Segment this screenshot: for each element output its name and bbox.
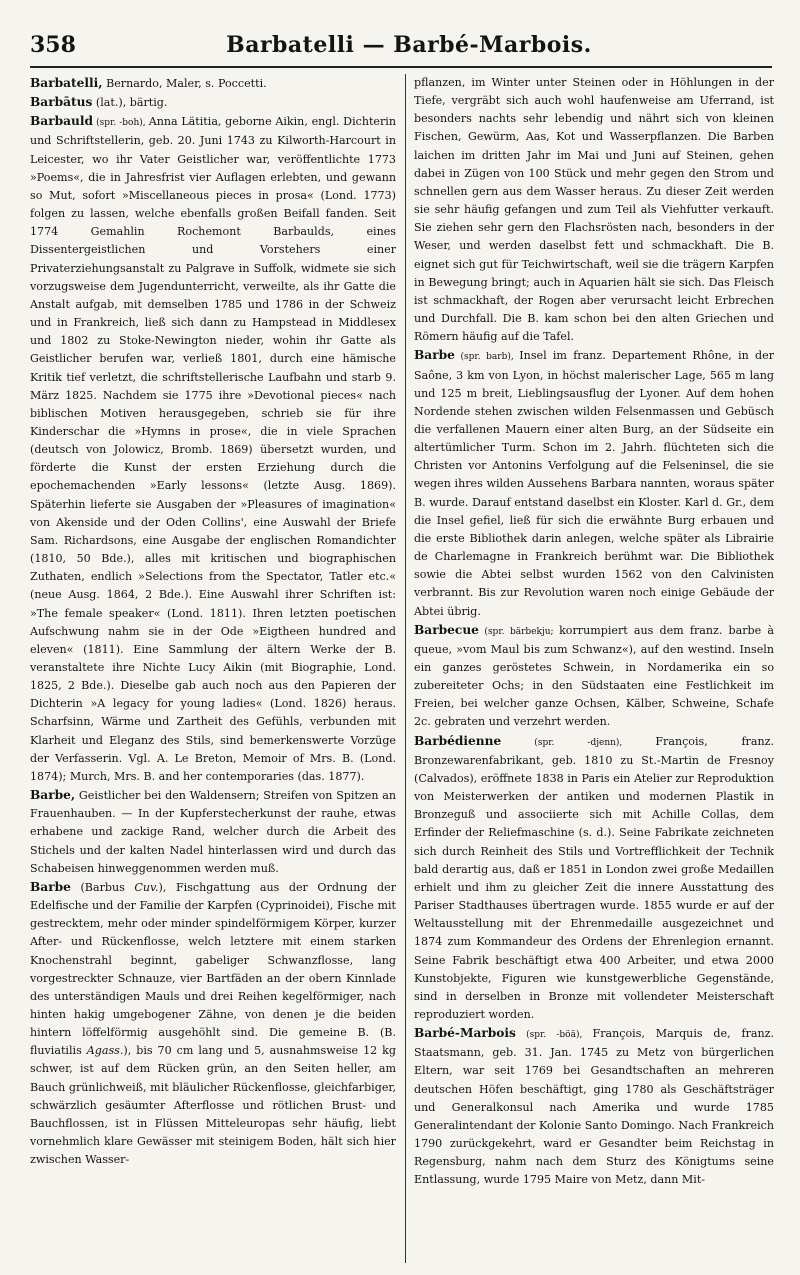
entry-barbe-marbois [414,1024,774,1189]
entry-text: pflanzen, im Winter unter Steinen oder in Höhlungen in der Tiefe, vergräbt sich auch wohl haufenweise am Uferrand, ist besonders nachts sehr lebendig und nährt sich von kleinen Fischen, Gewürm, Aas, Kot und Wasserpflanzen. Die Barben laichen im dritten Jahr im Mai und Juni auf Steinen, gehen dabei in Zügen von 100 Stück und mehr gegen den Strom und schnellen gern aus dem Wasser heraus. Zu dieser Zeit werden sie sehr häufig gefangen und zum Teil als Viehfutter verkauft. Sie ziehen sehr gern den Flachsrösten nach, besonders in der Weser, und werden daselbst fett und schmackhaft. Die B. eignet sich gut für Teichwirtschaft, weil sie die trägern Karpfen in Bewegung bringt; auch in Aquarien hält sie sich. Das Fleisch ist schmackhaft, der Rogen aber verursacht leicht Erbrechen und Durchfall. Die B. kam schon bei den alten Griechen und Römern häufig auf die Tafel. [414,76,774,344]
entry-text: François, Marquis de, franz. Staatsmann, geb. 31. Jan. 1745 zu Metz von bürgerlichen Eltern, war seit 1769 bei Gesandtschaften an mehreren deutschen Höfen beschäftigt, ging 1780 als Geschäftsträger und Generalkonsul nach Amerika und wurde 1785 Generalintendant der Kolonie Santo Domingo. Nach Frankreich 1790 zurückgekehrt, ward er Gesandter beim Reichstag in Regensburg, nahm nach dem Sturz des Königtums seine Entlassung, wurde 1795 Maire von Metz, dann Mit- [414,1027,774,1187]
author-abbrev: Cuv. [134,880,159,894]
author-abbrev: Agass. [86,1044,124,1058]
entry-barbe-continued [414,74,774,346]
headword: Barbatelli, [30,76,103,90]
header-rule [30,66,772,68]
entry-text: korrumpiert aus dem franz. barbe à queue, »vom Maul bis zum Schwanz«), auf den westind. Inseln ein ganzes geröstetes Schwein, in Nordamerika ein so zubereiteter Ochs; in den Südstaaten eine Festlichkeit im Freien, bei welcher ganze Ochsen, Kälber, Schweine, Schafe 2c. gebraten und verzehrt werden. [414,623,774,729]
entry-barbe-insel [414,346,774,620]
entry-text: Insel im franz. Departement Rhône, in der Saône, 3 km von Lyon, in höchst malerischer Lage, 565 m lang und 125 m breit, Lieblingsausflug der Lyoner. Auf dem hohen Nordende stehen zwischen wilden Felsenmassen und Gebüsch die verfallenen Mauern einer alten Burg, an der Südseite ein altertümlicher Turm. Schon im 2. Jahrh. flüchteten sich die Christen vor Antonins Verfolgung auf die Felseninsel, die sie wegen ihres wilden Aussehens Barbara nannten, woraus später B. wurde. Darauf entstand daselbst ein Kloster. Karl d. Gr., dem die Insel gefiel, ließ für sich die erwähnte Burg erbauen und die erste Bibliothek darin anlegen, welche später als Librairie de Charlemagne in Frankreich berühmt war. Die Bibliothek sowie die Abtei selbst wurden 1562 von den Calvinisten verbrannt. Bis zur Revolution waren noch einige Gebäude der Abtei übrig. [414,349,774,618]
entry-barbatus [30,93,396,112]
pronunciation: (spr. bärbekju; [478,626,560,637]
entry-text: François, franz. Bronzewarenfabrikant, geb. 1810 zu St.-Martin de Fresnoy (Calvados), eröffnete 1838 in Paris ein Atelier zur Reproduktion von Meisterwerken der antiken und modernen Plastik in Bronzeguß und associierte sich mit Achille Collas, dem Erfinder der Reliefmaschine (s. d.). Seine Fabrikate zeichneten sich durch Reinheit des Stils und Vortrefflichkeit der Technik bald derartig aus, daß er 1851 in London zwei große Medaillen erhielt und ihm zu gleicher Zeit die innere Ausstattung des Pariser Stadthauses übertragen wurde. 1855 wurde er auf der Weltausstellung mit der Ehrenmedaille ausgezeichnet und 1874 zum Kommandeur des Ordens der Ehrenlegion ernannt. Seine Fabrik beschäftigt etwa 400 Arbeiter, und etwa 2000 Kunstobjekte, Figuren wie kunstgewerbliche Gegenstände, sind in derselben in Bronze mit vollendeter Meisterschaft reproduziert worden. [414,734,774,1021]
headword: Barbe [414,348,455,363]
headword: Barbédienne [414,733,502,748]
running-title: Barbatelli — Barbé-Marbois. [226,32,592,58]
pronunciation: (spr. -djenn), [501,737,656,748]
entry-barbecue [414,621,774,732]
entry-barbatelli [30,74,396,93]
entry-barbedienne [414,732,774,1025]
pronunciation: (spr. -boh), [93,118,149,129]
page-number: 358 [30,32,76,58]
entry-barbauld [30,112,396,786]
pronunciation: (spr. barb), [454,352,520,363]
pronunciation: (spr. -böä), [515,1030,593,1041]
entry-text: Geistlicher bei den Waldensern; Streifen von Spitzen an Frauenhauben. — In der Kupferstecherkunst der rauhe, etwas erhabene und zackige Rand, welcher durch die Arbeit des Stichels und der kalten Nadel hinterlassen wird und durch das Schabeisen hinweggenommen werden muß. [30,789,396,875]
headword: Barbauld [30,114,94,129]
entry-text: (Barbus [70,880,135,894]
entry-barbe-fisch [30,878,396,1170]
right-column [414,74,774,1264]
headword: Barbecue [414,622,479,637]
entry-text: Bernardo, Maler, s. Poccetti. [102,77,267,90]
entry-text: Anna Lätitia, geborne Aikin, engl. Dichterin und Schriftstellerin, geb. 20. Juni 1743 zu Kilworth-Harcourt in Leicester, wo ihr Vater Geistlicher war, veröffentlichte 1773 »Poems«, die in Jahresfrist vier Auflagen erlebten, und gewann so Mut, sofort »Miscellaneous pieces in prosa« (Lond. 1773) folgen zu lassen, welche ebenfalls großen Beifall fanden. Seit 1774 Gemahlin Rochemont Barbaulds, eines Dissentergeistlichen und Vorstehers einer Privaterziehungsanstalt zu Palgrave in Suffolk, widmete sie sich vorzugsweise dem Jugendunterricht, verweilte, als ihr Gatte die Anstalt aufgab, mit demselben 1785 und 1786 in der Schweiz und in Frankreich, ließ sich dann zu Hampstead in Middlesex und 1802 zu Stoke-Newington nieder, wohin ihr Gatte als Geistlicher berufen war, verließ 1801, durch eine hämische Kritik tief verletzt, die schriftstellerische Laufbahn und starb 9. März 1825. Nachdem sie 1775 ihre »Devotional pieces« nach biblischen Motiven herausgegeben, schrieb sie für ihre Kinderschar die »Hymns in prose«, die in viele Sprachen (deutsch von Jolowicz, Bromb. 1869) übersetzt wurden, und förderte die Kunst der ersten Erziehung durch die epochemachenden »Early lessons« (letzte Ausg. 1869). Späterhin lieferte sie Ausgaben der »Pleasures of imagination« von Akenside und der Oden Collins', eine Auswahl der Briefe Sam. Richardsons, eine Ausgabe der englischen Romandichter (1810, 50 Bde.), alles mit kritischen und biographischen Zuthaten, endlich »Selections from the Spectator, Tatler etc.« (neue Ausg. 1864, 2 Bde.). Eine Auswahl ihrer Schriften ist: »The female speaker« (Lond. 1811). Ihren letzten poetischen Aufschwung nahm sie in der Ode »Eigtheen hundred and eleven« (1811). Eine Sammlung der ältern Werke der B. veranstaltete ihre Nichte Lucy Aikin (mit Biographie, Lond. 1825, 2 Bde.). Dieselbe gab auch noch aus den Papieren der Dichterin »A legacy for young ladies« (Lond. 1826) heraus. Scharfsinn, Wärme und Zartheit des Gefühls, verbunden mit Klarheit und Eleganz des Stils, sind bemerkenswerte Vorzüge der Verfasserin. Vgl. A. Le Breton, Memoir of Mrs. B. (Lond. 1874); Murch, Mrs. B. and her contemporaries (das. 1877). [30,115,396,783]
headword: Barbe [30,879,71,894]
headword: Barbātus [30,95,93,110]
left-column [30,74,396,1264]
entry-text: (lat.), bärtig. [92,96,168,110]
entry-text-cont: ), bis 70 cm lang und 5, ausnahmsweise 12 kg schwer, ist auf dem Rücken grün, an den Seiten heller, am Bauch grünlichweiß, mit bläulicher Rückenflosse, gleichfarbiger, schwärzlich gesäumter Afterflosse und rötlichen Brust- und Bauchflossen, ist in Flüssen Mitteleuropas sehr häufig, liebt vornehmlich klare Gewässer mit steinigem Boden, hält sich hier zwischen Wasser- [30,1044,396,1167]
page-header [30,32,772,66]
entry-text-cont: ), Fischgattung aus der Ordnung der Edelfische und der Familie der Karpfen (Cyprinoidei), Fische mit gestrecktem, mehr oder minder spindelförmigem Körper, kurzer After- und Rückenflosse, welch letztere mit einem starken Knochenstrahl beginnt, gabeliger Schwanzflosse, lang vorgestreckter Schnauze, vier Bartfäden an der obern Kinnlade des unterständigen Mauls und drei Reihen kegelförmiger, nach hinten hakig umgebogener Zähne, von denen je die beiden hintern löffelförmig ausgehöhlt sind. Die gemeine B. (B. fluviatilis [30,880,396,1058]
headword: Barbé-Marbois [414,1026,516,1041]
column-divider [405,74,406,1263]
headword: Barbe, [30,788,76,803]
entry-barbe-geistlicher [30,786,396,878]
